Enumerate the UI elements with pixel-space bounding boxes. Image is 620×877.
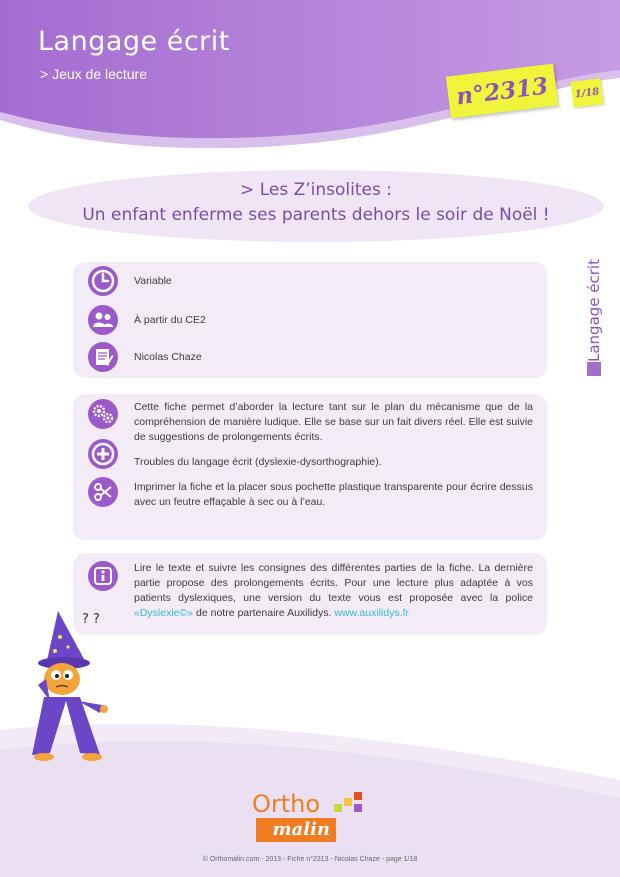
fiche-number: n°2313 [454,71,550,111]
document-icon [87,341,119,373]
question-marks: ? ? [82,612,100,627]
level-text: À partir du CE2 [134,314,206,326]
side-category-text: Langage écrit [585,259,603,362]
logo-ortho-text: Ortho [252,790,321,818]
objective-text: Cette fiche permet d’aborder la lecture tant sur le plan du mécanisme que de la compréhension de manière ludique. Elle se base sur un fait divers réel. Elle est suivie de suggestions de prolongements écrits. [134,401,533,443]
auxilidys-link[interactable]: www.auxilidys.fr [334,607,410,619]
side-category-label [584,230,604,380]
orthomalin-logo [248,790,378,852]
game-subtitle: Un enfant enferme ses parents dehors le soir de Noël ! [82,205,550,225]
side-category-marker [587,362,601,376]
scissors-icon [87,476,119,508]
clock-icon [87,265,119,297]
section-subtitle: > Jeux de lecture [40,66,148,82]
logo-square-yellow [344,798,352,806]
instructions-partner: de notre partenaire Auxilidys. [193,607,335,619]
logo-malin-text: malin [256,818,336,842]
instructions-body: Lire le texte et suivre les consignes des différentes parties de la fiche. La dernière partie propose des prolongements écrits. Pour une lecture plus adaptée à vos patients dyslexiques, une version du texte vous est proposée avec la police [134,562,533,604]
page-indicator: 1/18 [574,86,600,100]
duration-text: Variable [134,275,172,287]
page-indicator-tag [571,78,604,107]
target-disorder-text: Troubles du langage écrit (dyslexie-dysorthographie). [134,456,382,468]
info-icon [87,560,119,592]
plus-icon [87,438,119,470]
footer-copyright: © Orthomalin.com - 2013 - Fiche n°2313 - Nicolas Chaze - page 1/18 [202,856,418,863]
people-icon [87,304,119,336]
logo-square-green [334,804,342,812]
material-text: Imprimer la fiche et la placer sous pochette plastique transparente pour écrire dessus avec un feutre effaçable à sec ou à l’eau. [134,481,533,508]
section-title: Langage écrit [38,26,230,57]
gears-icon [87,398,119,430]
instructions-text [134,561,533,621]
game-title: > Les Z’insolites : [240,180,392,200]
logo-square-purple [354,804,362,812]
logo-square-red [354,792,362,800]
dyslexie-font-link[interactable]: «Dyslexie©» [134,607,194,619]
wizard-mascot [20,605,140,765]
author-text: Nicolas Chaze [134,351,202,363]
